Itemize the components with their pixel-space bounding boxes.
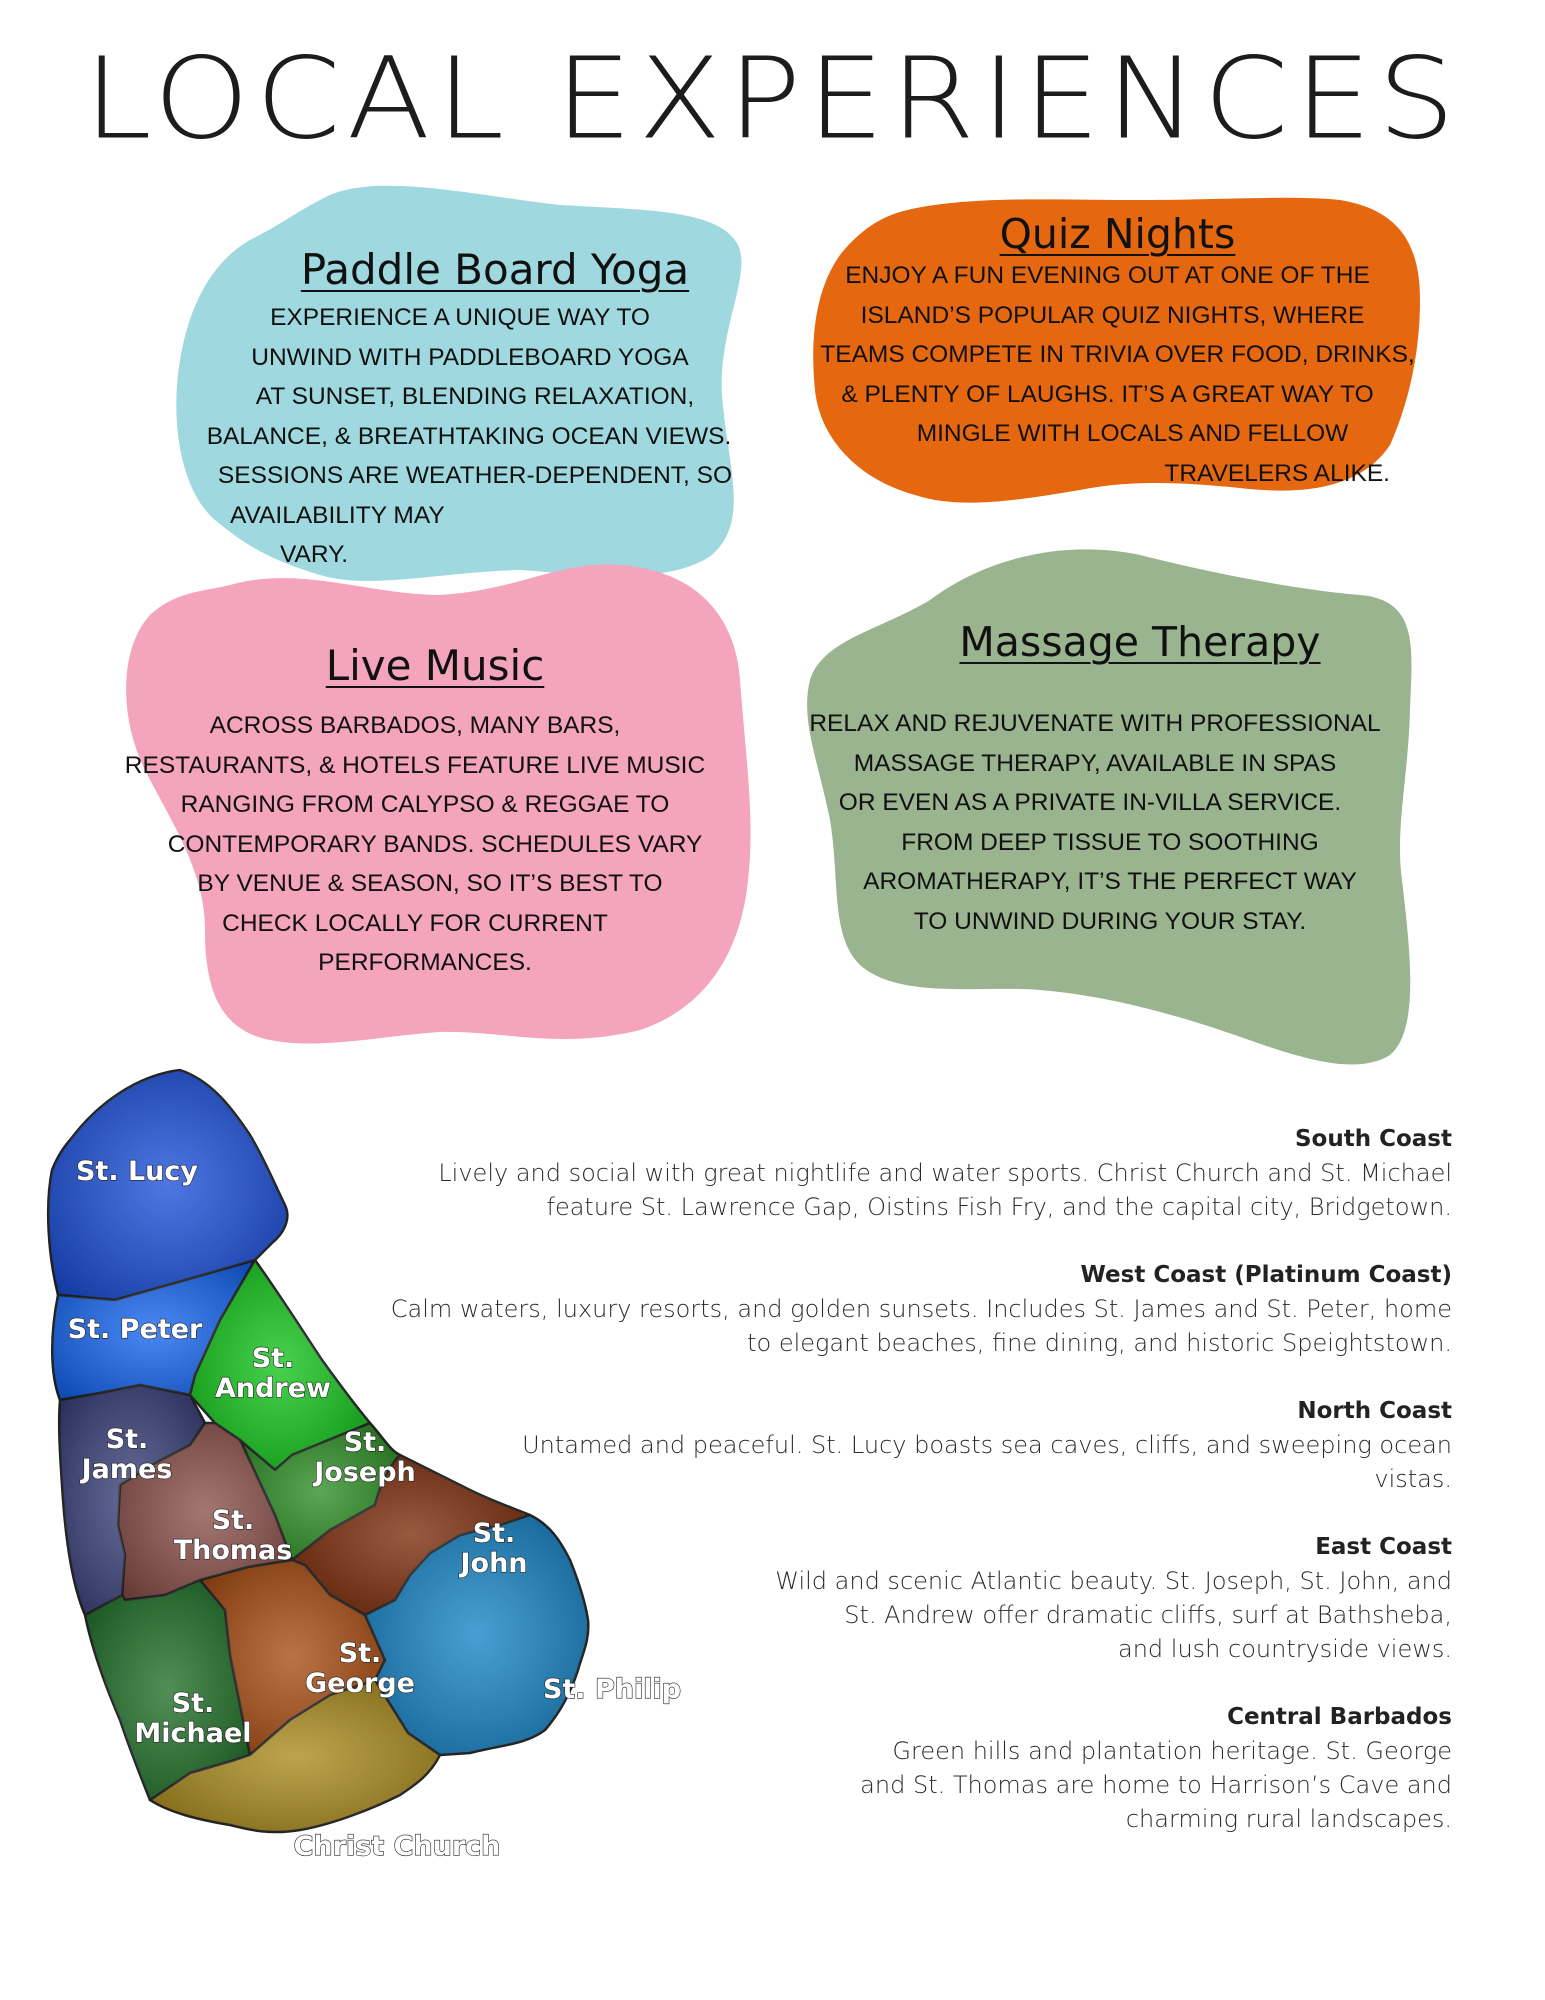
label-st-george: St. George [305,1638,415,1699]
card-paddle-board-yoga [185,244,765,575]
label-st-joseph: St. Joseph [314,1427,416,1488]
label-st-philip: St. Philip [542,1674,682,1705]
coast-south [352,1122,1452,1224]
card-text: RELAX AND REJUVENATE WITH PROFESSIONAL MASSAGE THERAPY, AVAILABLE IN SPAS OR EVEN AS A PRIVATE IN-VILLA SERVICE. FROM DEEP TISSUE TO SOOTHING AROMATHERAPY, IT’S THE PERFECT WAY TO UNWIND DURING YOUR STAY. [809,710,1381,935]
coast-title: North Coast [1297,1398,1452,1424]
page-title: LOCAL EXPERIENCES [83,33,1462,165]
coast-descriptions [352,1122,1452,1870]
card-text: EXPERIENCE A UNIQUE WAY TO UNWIND WITH PADDLEBOARD YOGA AT SUNSET, BLENDING RELAXATION, BALANCE, & BREATHTAKING OCEAN VIEWS. SESSIONS ARE WEATHER-DEPENDENT, SO AVAILABILITY MAY VARY. [206,304,733,568]
coast-text: Untamed and peaceful. St. Lucy boasts sea caves, cliffs, and sweeping ocean vistas. [522,1431,1452,1493]
label-st-john: St. John [460,1518,528,1579]
label-st-andrew: St. Andrew [214,1343,332,1404]
card-massage-therapy [809,616,1405,941]
coast-text: Calm waters, luxury resorts, and golden sunsets. Includes St. James and St. Peter, home to elegant beaches, fine dining, and historic Speightstown. [390,1295,1452,1357]
card-title: Live Music [325,641,545,690]
label-st-peter: St. Peter [67,1314,203,1345]
coast-text: Lively and social with great nightlife and water sports. Christ Church and St. Michael feature St. Lawrence Gap, Oistins Fish Fry, and the capital city, Bridgetown. [438,1159,1452,1221]
card-quiz-nights [815,212,1420,493]
card-title: Quiz Nights [999,210,1236,258]
coast-text: Green hills and plantation heritage. St. George and St. Thomas are home to Harrison’s Cave and charming rural landscapes. [860,1737,1452,1833]
card-live-music [124,640,730,983]
card-text: ACROSS BARBADOS, MANY BARS, RESTAURANTS, & HOTELS FEATURE LIVE MUSIC RANGING FROM CALYPSO & REGGAE TO CONTEMPORARY BANDS. SCHEDULES VARY BY VENUE & SEASON, SO IT’S BEST TO CHECK LOCALLY FOR CURRENT PERFORMANCES. [124,712,706,976]
coast-text: Wild and scenic Atlantic beauty. St. Joseph, St. John, and St. Andrew offer dramatic cliffs, surf at Bathsheba, and lush countryside views. [775,1567,1452,1663]
card-title: Paddle Board Yoga [300,245,690,294]
label-st-james: St. James [81,1424,173,1485]
card-text: ENJOY A FUN EVENING OUT AT ONE OF THE ISLAND’S POPULAR QUIZ NIGHTS, WHERE TEAMS COMPETE IN TRIVIA OVER FOOD, DRINKS, & PLENTY OF LAUGHS. IT’S A GREAT WAY TO MINGLE WITH LOCALS AND FELLOW TRAVELERS ALIKE. [820,262,1415,487]
coast-title: Central Barbados [1227,1704,1452,1730]
coast-west [352,1258,1452,1360]
card-title: Massage Therapy [959,618,1321,666]
label-st-thomas: St. Thomas [173,1505,293,1566]
coast-title: South Coast [1294,1126,1452,1152]
label-st-michael: St. Michael [134,1688,252,1749]
coast-title: West Coast (Platinum Coast) [1080,1262,1452,1288]
coast-north [352,1394,1452,1496]
coast-title: East Coast [1315,1534,1452,1560]
label-christ-church: Christ Church [293,1831,501,1862]
coast-central [352,1700,1452,1836]
coast-east [352,1530,1452,1666]
label-st-lucy: St. Lucy [75,1156,199,1187]
